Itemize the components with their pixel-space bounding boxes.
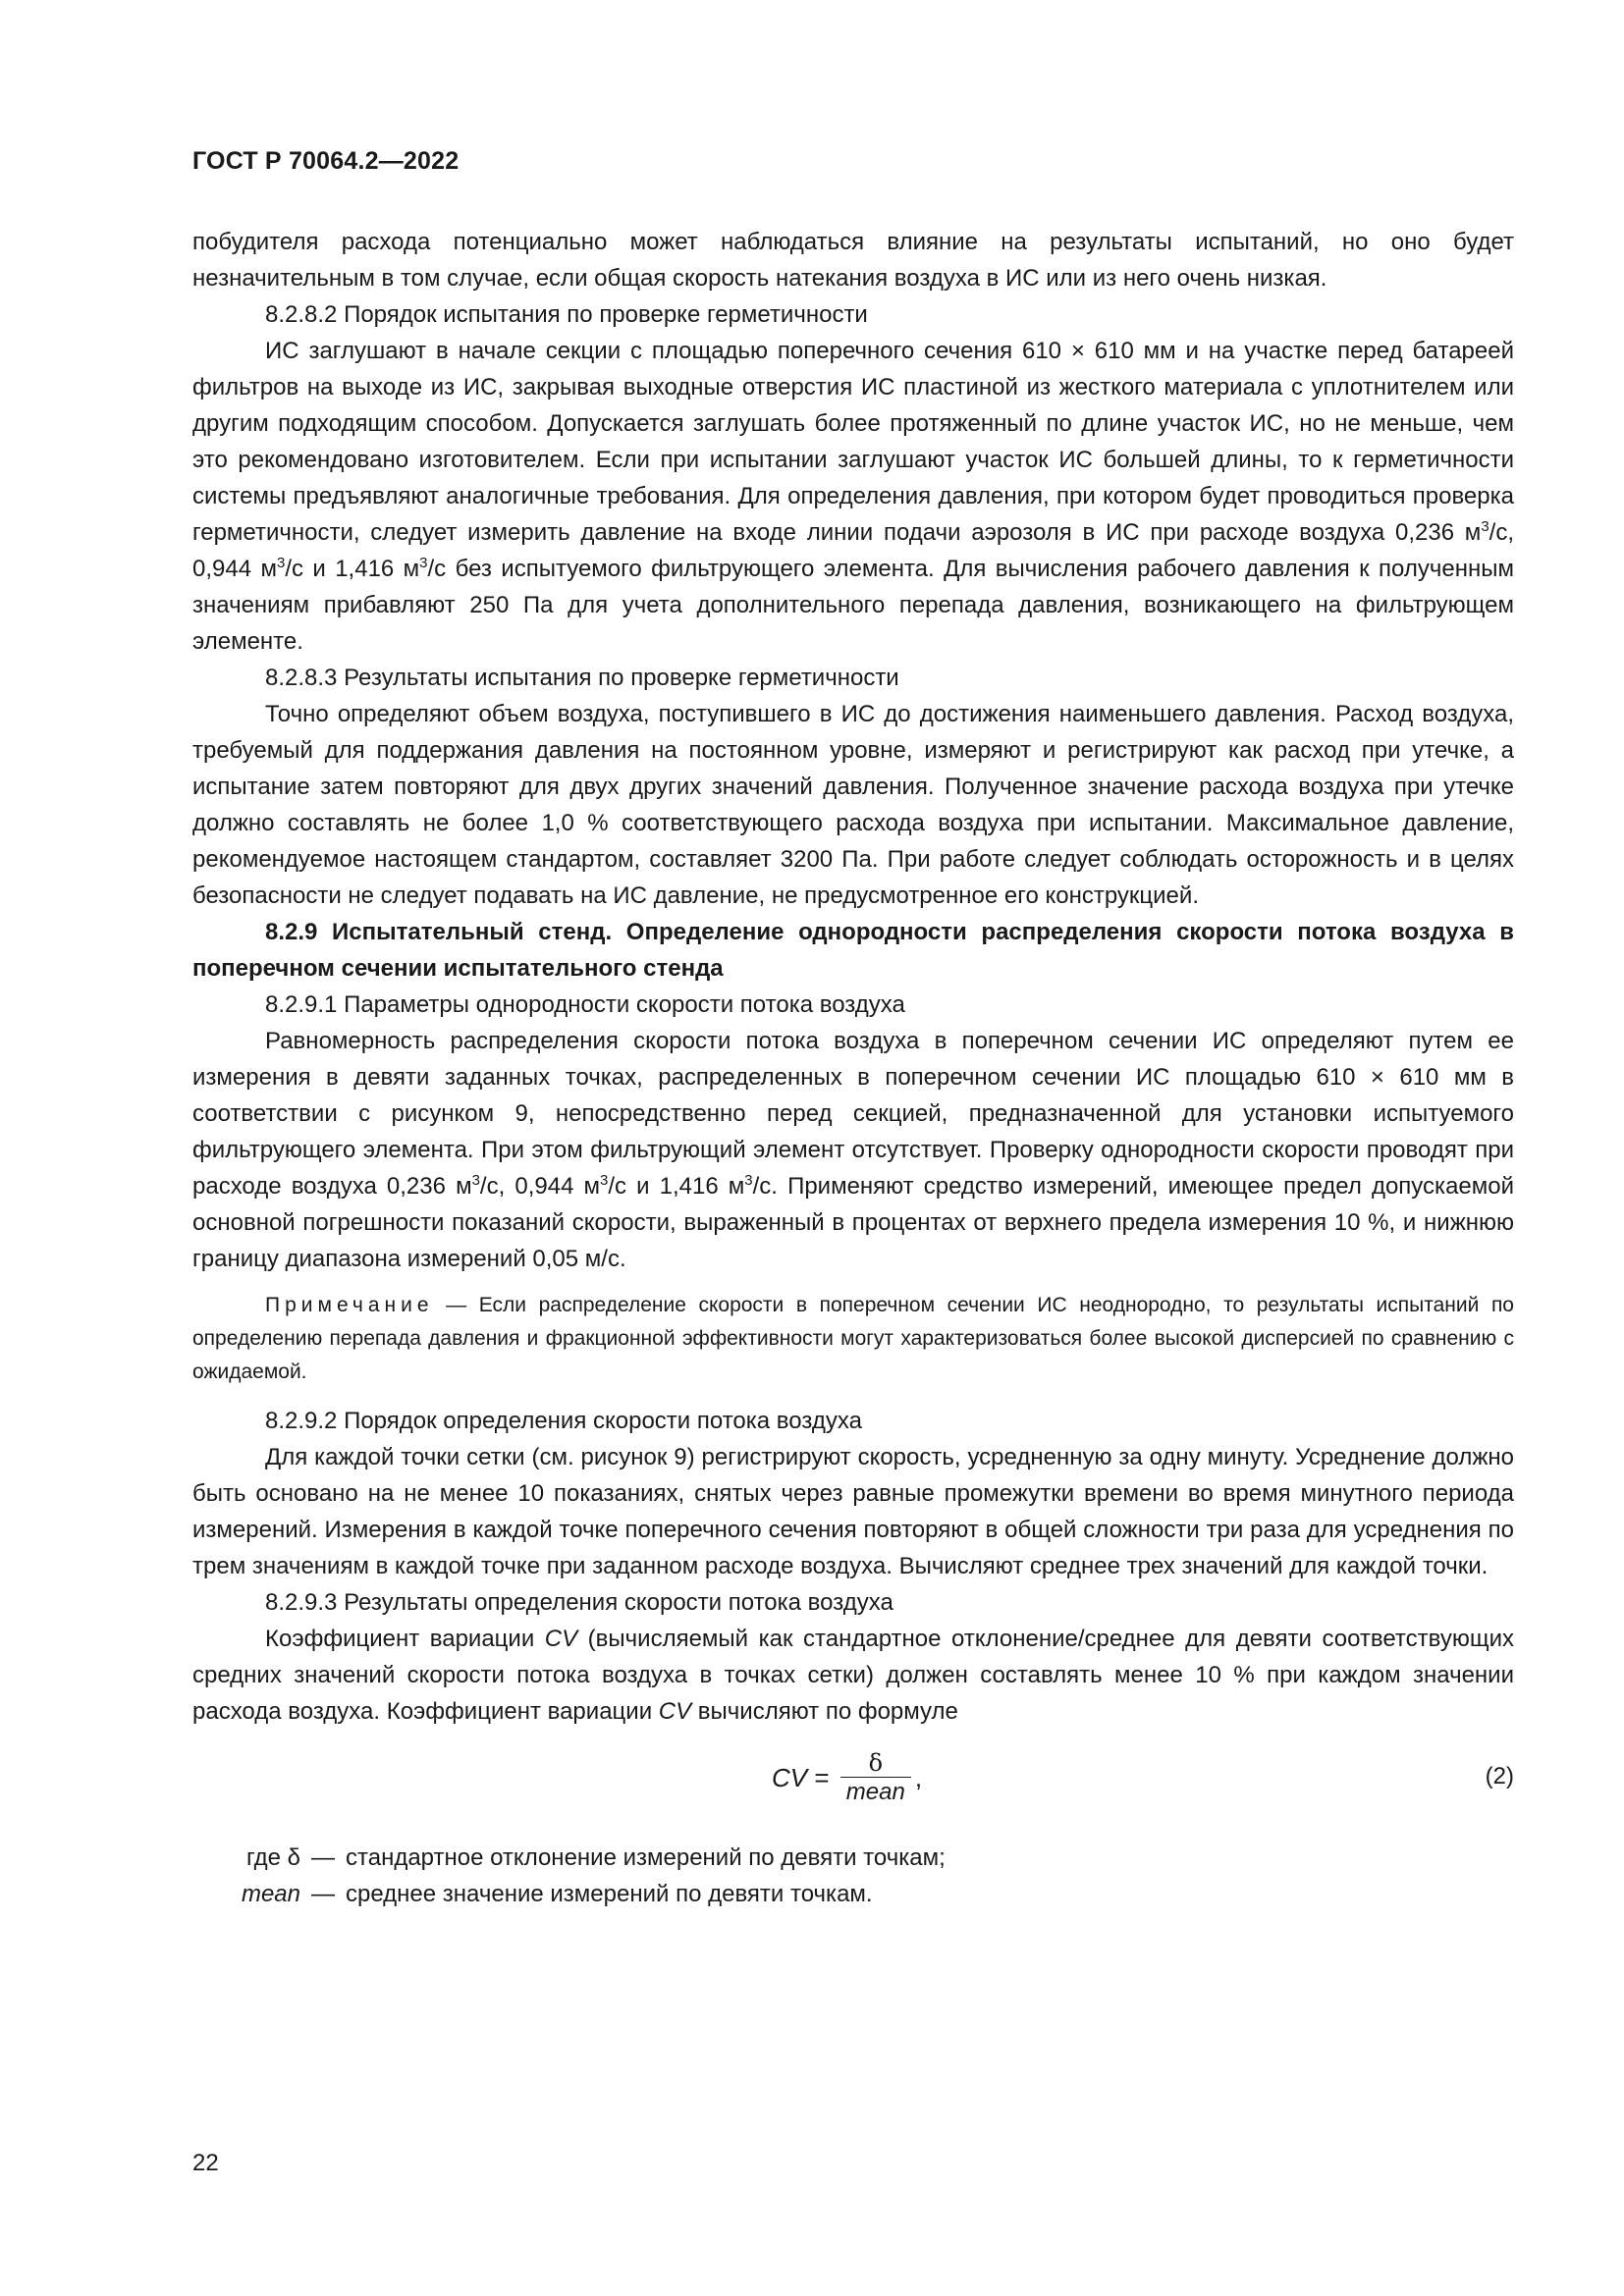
superscript: 3 (276, 555, 286, 571)
document-header: ГОСТ Р 70064.2—2022 (192, 147, 460, 175)
where-term: где δ (245, 1844, 300, 1871)
paragraph-leak-test-procedure (192, 333, 1514, 660)
where-item (192, 1876, 1514, 1912)
text-run: Равномерность распределения скорости потока воздуха в поперечном сечении ИС определяют путем ее измерения в девяти заданных точках, распределенных в поперечном сечении ИС площадью 610 × 610 мм в соответствии с рисунком 9, непосредственно перед секцией, предназначенной для установки испытуемого фильтрующего элемента. При этом фильтрующий элемент отсутствует. Проверку однородности скорости проводят при расходе воздуха 0,236 м (192, 1028, 1514, 1200)
paragraph-velocity-procedure: Для каждой точки сетки (см. рисунок 9) регистрируют скорость, усредненную за одну минуту. Усреднение должно быть основано на не менее 10 показаниях, снятых через равные промежутки времени во время минутного периода измерений. Измерения в каждой точке поперечного сечения повторяют в общей сложности три раза для усреднения по трем значениям в каждой точке при заданном расходе воздуха. Вычисляют среднее трех значений для каждой точки. (192, 1444, 1514, 1579)
where-term: mean (241, 1881, 300, 1907)
paragraph-velocity-results (192, 1621, 1514, 1730)
variable-cv: CV (544, 1626, 578, 1652)
note-text: — Если распределение скорости в поперечном сечении ИС неоднородно, то результаты испытаний по определению перепада давления и фракционной эффективности могут характеризоваться более высокой дисперсией по сравнению с ожидаемой. (192, 1294, 1514, 1383)
text-run: /с, 0,944 м (479, 1173, 601, 1200)
where-list (192, 1840, 1514, 1912)
page-number: 22 (192, 2150, 219, 2176)
superscript: 3 (1481, 518, 1489, 535)
formula-lhs: CV (772, 1763, 808, 1792)
formula-denominator: mean (840, 1777, 911, 1807)
text-run: (вычисляемый как стандартное отклонение/среднее для девяти соответствующих средних значений скорости потока воздуха в точках сетки) должен составлять менее 10 % при каждом значении расхода воздуха. Коэффициент вариации (192, 1626, 1515, 1725)
section-8-2-9-2-title: 8.2.9.2 Порядок определения скорости потока воздуха (265, 1408, 862, 1434)
text-run: ИС заглушают в начале секции с площадью поперечного сечения 610 × 610 мм и на участке перед батареей фильтров на выходе из ИС, закрывая выходные отверстия ИС пластиной из жесткого материала с уплотнителем или другим подходящим способом. Допускается заглушать более протяженный по длине участок ИС, но не меньше, чем это рекомендовано изготовителем. Если при испытании заглушают участок ИС большей длины, то к герметичности системы предъявляют аналогичные требования. Для определения давления, при котором будет проводиться проверка герметичности, следует измерить давление на входе линии подачи аэрозоля в ИС при расходе воздуха 0,236 м (192, 338, 1514, 546)
note-block (192, 1289, 1514, 1389)
variable-cv: CV (658, 1698, 692, 1725)
text-run: /с без испытуемого фильтрующего элемента. Для вычисления рабочего давления к полученным значениям прибавляют 250 Па для учета дополнительного перепада давления, возникающего на фильтрующем элементе. (192, 556, 1514, 655)
formula-numerator: δ (868, 1749, 884, 1777)
text-run: /с и 1,416 м (608, 1173, 745, 1200)
superscript: 3 (744, 1172, 753, 1189)
page-content (192, 224, 1514, 1912)
superscript: 3 (471, 1172, 480, 1189)
section-8-2-8-3-title: 8.2.8.3 Результаты испытания по проверке герметичности (265, 665, 899, 691)
where-item (192, 1840, 1514, 1876)
paragraph-leak-test-results: Точно определяют объем воздуха, поступившего в ИС до достижения наименьшего давления. Расход воздуха, требуемый для поддержания давления на постоянном уровне, измеряют и регистрируют как расход при утечке, а испытание затем повторяют для двух других значений давления. Полученное значение расхода воздуха при утечке должно составлять не более 1,0 % соответствующего расхода воздуха при испытании. Максимальное давление, рекомендуемое настоящем стандартом, составляет 3200 Па. При работе следует соблюдать осторожность и в целях безопасности не следует подавать на ИС давление, не предусмотренное его конструкцией. (192, 701, 1514, 909)
section-8-2-9-3-title: 8.2.9.3 Результаты определения скорости потока воздуха (265, 1589, 893, 1616)
section-8-2-8-2-title: 8.2.8.2 Порядок испытания по проверке герметичности (265, 301, 868, 328)
text-run: /с, 0,944 м (192, 519, 1514, 582)
note-label: Примечание (265, 1294, 434, 1316)
text-run: Коэффициент вариации (265, 1626, 545, 1652)
section-8-2-9-1-title: 8.2.9.1 Параметры однородности скорости потока воздуха (265, 991, 905, 1018)
where-definition: стандартное отклонение измерений по девяти точкам; (346, 1844, 946, 1871)
where-dash: — (311, 1844, 335, 1871)
formula-row (192, 1741, 1514, 1830)
equation-number: (2) (1485, 1763, 1514, 1789)
where-definition: среднее значение измерений по девяти точкам. (346, 1881, 873, 1907)
formula-fraction (840, 1749, 911, 1807)
text-run: /с. Применяют средство измерений, имеющее предел допускаемой основной погрешности показаний скорости, выраженный в процентах от верхнего предела измерения 10 %, и нижнюю границу диапазона измерений 0,05 м/с. (192, 1173, 1515, 1272)
formula-equals: = (807, 1763, 837, 1792)
superscript: 3 (419, 555, 428, 571)
formula-cv (772, 1749, 922, 1807)
where-dash: — (311, 1881, 335, 1907)
text-run: /с и 1,416 м (285, 556, 420, 582)
section-8-2-9-title: 8.2.9 Испытательный стенд. Определение однородности распределения скорости потока воздуха в поперечном сечении испытательного стенда (192, 919, 1514, 982)
formula-tail: , (914, 1763, 923, 1792)
superscript: 3 (600, 1172, 609, 1189)
paragraph-uniformity-parameters (192, 1023, 1514, 1277)
text-run: вычисляют по формуле (691, 1698, 958, 1725)
paragraph-continuation: побудителя расхода потенциально может наблюдаться влияние на результаты испытаний, но оно будет незначительным в том случае, если общая скорость натекания воздуха в ИС или из него очень низкая. (192, 229, 1514, 292)
